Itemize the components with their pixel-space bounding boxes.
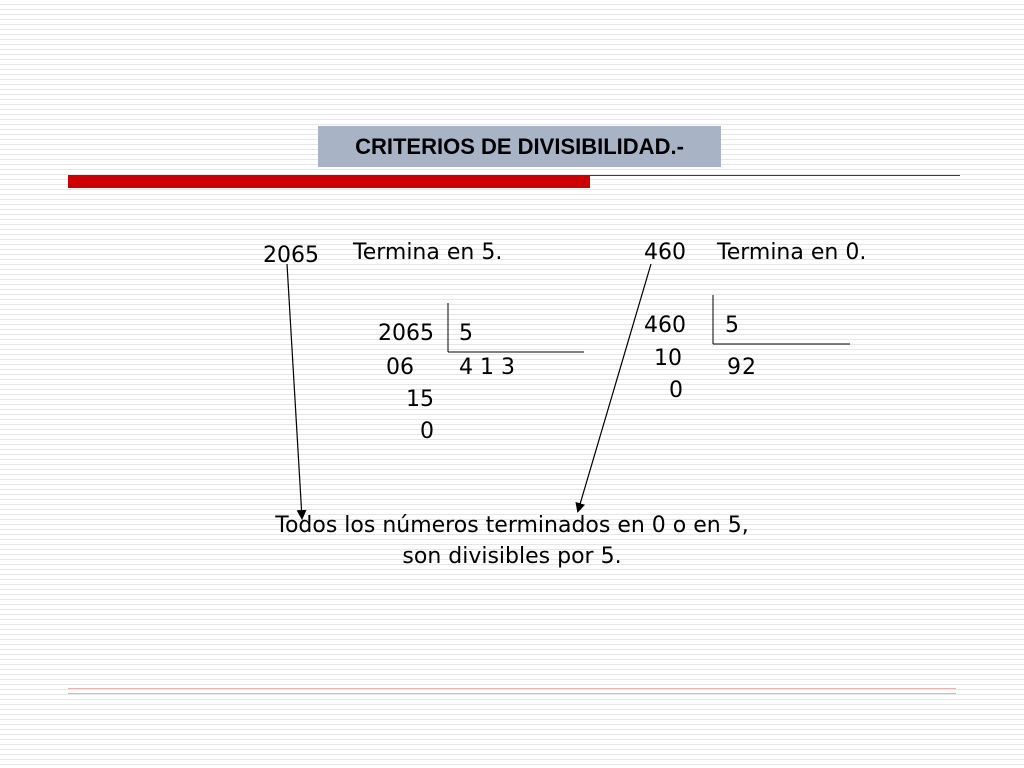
division1-quotient: 4 1 3 [459,355,515,380]
arrow-from-460 [578,264,651,511]
division1-step-2: 15 [406,387,434,412]
division2-quotient-digit-2: 2 [742,355,756,380]
division2-dividend: 460 [644,313,686,338]
division2-step-1: 10 [654,346,682,371]
division1-step-3: 0 [420,419,434,444]
division2-step-2: 0 [669,378,683,403]
division2-quotient-digit-1: 9 [727,355,741,380]
arrow-from-2065 [287,264,302,518]
slide-title-text: CRITERIOS DE DIVISIBILIDAD.- [355,133,684,159]
division1-step-1: 06 [386,355,414,380]
example2-note: Termina en 0. [717,240,867,265]
footer-line [68,693,956,694]
division1-dividend: 2065 [378,321,434,346]
conclusion-line-1: Todos los números terminados en 0 o en 5, [275,513,749,538]
example2-number: 460 [644,240,686,265]
division1-divisor: 5 [459,321,473,346]
conclusion-line-2: son divisibles por 5. [402,544,622,569]
example1-note: Termina en 5. [353,240,503,265]
division2-divisor: 5 [725,313,739,338]
footer-line [68,688,956,689]
example1-number: 2065 [263,243,319,268]
